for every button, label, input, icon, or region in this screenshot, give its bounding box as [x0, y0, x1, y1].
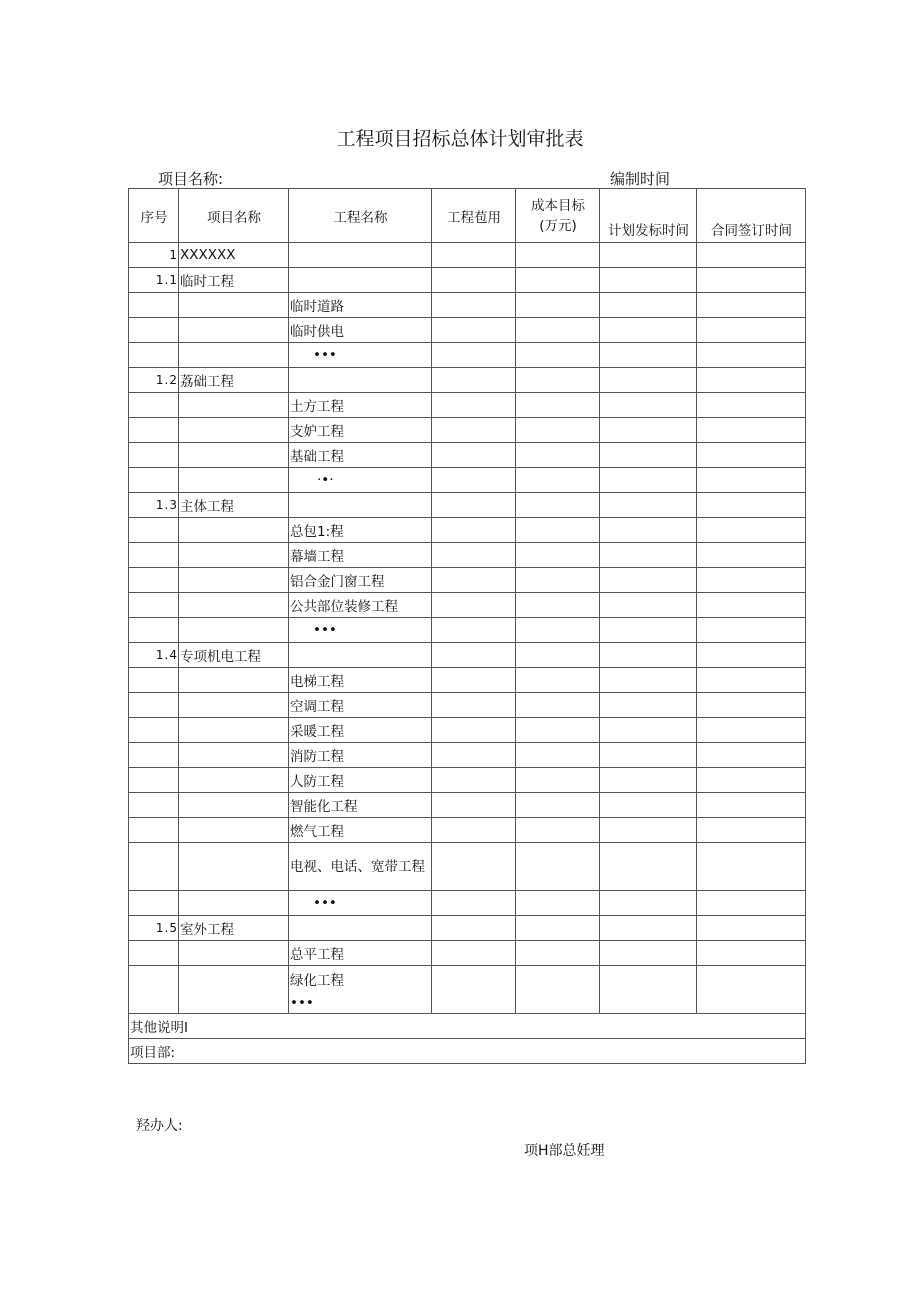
table-row	[129, 418, 806, 443]
row-work: 总包1:程	[289, 518, 432, 543]
table-row	[129, 318, 806, 343]
row-item	[179, 966, 289, 1014]
row-work: 采暖工程	[289, 718, 432, 743]
row-work: 燃气工程	[289, 818, 432, 843]
row-work-cell	[289, 966, 432, 1014]
row-item	[179, 543, 289, 568]
row-no	[129, 891, 179, 916]
row-item	[179, 793, 289, 818]
row-no	[129, 318, 179, 343]
row-item: 临时工程	[179, 268, 289, 293]
row-work: •••	[289, 891, 432, 916]
row-no	[129, 941, 179, 966]
row-item	[179, 941, 289, 966]
row-no	[129, 843, 179, 891]
row-item	[179, 618, 289, 643]
row-item: 室外工程	[179, 916, 289, 941]
row-work: 铝合金门窗工程	[289, 568, 432, 593]
manager-label: 项H部总妊理	[524, 1143, 605, 1159]
table-row	[129, 243, 806, 268]
table-row	[129, 518, 806, 543]
table-row	[129, 843, 806, 891]
row-item	[179, 568, 289, 593]
row-no: 1.4	[129, 643, 179, 668]
table-row	[129, 443, 806, 468]
dept-row	[129, 1039, 806, 1064]
row-item	[179, 343, 289, 368]
row-work: 幕墙工程	[289, 543, 432, 568]
table-row	[129, 293, 806, 318]
row-no	[129, 543, 179, 568]
row-work: •••	[289, 343, 432, 368]
table-row	[129, 643, 806, 668]
row-no	[129, 768, 179, 793]
table-row	[129, 368, 806, 393]
row-work: 空调工程	[289, 693, 432, 718]
row-item	[179, 518, 289, 543]
col-header-work: 工程名称	[289, 189, 432, 243]
row-no: 1.3	[129, 493, 179, 518]
row-no	[129, 743, 179, 768]
row-work-ellipsis: •••	[290, 994, 314, 1011]
row-item	[179, 293, 289, 318]
project-name-label: 项目名称:	[158, 170, 224, 188]
row-work: 临时道路	[289, 293, 432, 318]
table-row	[129, 343, 806, 368]
row-no	[129, 418, 179, 443]
row-no: 1.5	[129, 916, 179, 941]
table-row	[129, 593, 806, 618]
table-row	[129, 693, 806, 718]
notes-row	[129, 1014, 806, 1039]
row-work: 支妒工程	[289, 418, 432, 443]
row-work: ·•·	[289, 468, 432, 493]
row-work: 消防工程	[289, 743, 432, 768]
row-no	[129, 443, 179, 468]
table-row	[129, 268, 806, 293]
col-header-cost-scope: 工程苞用	[432, 189, 516, 243]
row-item	[179, 418, 289, 443]
row-no	[129, 518, 179, 543]
row-work: 临时供电	[289, 318, 432, 343]
row-no	[129, 393, 179, 418]
table-header-row	[129, 189, 806, 243]
row-no	[129, 718, 179, 743]
row-item	[179, 768, 289, 793]
row-item	[179, 443, 289, 468]
col-header-item: 项目名称	[179, 189, 289, 243]
row-work: 电视、电话、宽带工程	[290, 858, 425, 875]
row-work: 土方工程	[289, 393, 432, 418]
cost-target-line1: 成本目标	[531, 197, 585, 214]
row-work: 电梯工程	[289, 668, 432, 693]
table-row	[129, 618, 806, 643]
row-work	[289, 268, 432, 293]
table-row	[129, 818, 806, 843]
row-item	[179, 393, 289, 418]
table-row	[129, 941, 806, 966]
row-item	[179, 718, 289, 743]
table-row	[129, 966, 806, 1014]
row-no	[129, 693, 179, 718]
row-item: XXXXXX	[179, 243, 289, 268]
row-no: 1	[129, 243, 179, 268]
handler-label: 羟办人:	[136, 1118, 183, 1134]
row-work	[289, 643, 432, 668]
row-no	[129, 593, 179, 618]
table-row	[129, 793, 806, 818]
row-no	[129, 818, 179, 843]
row-no: 1.1	[129, 268, 179, 293]
table-row	[129, 568, 806, 593]
row-no	[129, 793, 179, 818]
compile-time-label: 编制时间	[610, 170, 671, 188]
row-item: 主体工程	[179, 493, 289, 518]
row-no	[129, 618, 179, 643]
table-row	[129, 916, 806, 941]
row-no	[129, 966, 179, 1014]
row-work	[289, 916, 432, 941]
page-title: 工程项目招标总体计划审批表	[336, 128, 584, 150]
plan-table	[128, 188, 806, 1064]
row-item	[179, 593, 289, 618]
row-item	[179, 843, 289, 891]
row-no	[129, 668, 179, 693]
dept-label: 项目部:	[129, 1039, 806, 1064]
table-row	[129, 718, 806, 743]
row-no	[129, 568, 179, 593]
table-row	[129, 543, 806, 568]
row-no	[129, 343, 179, 368]
row-item	[179, 318, 289, 343]
cost-target-line2: (万元)	[539, 217, 577, 234]
table-row	[129, 493, 806, 518]
col-header-contract-time: 合同签订时间	[697, 189, 806, 243]
table-row	[129, 668, 806, 693]
row-no	[129, 468, 179, 493]
table-row	[129, 743, 806, 768]
row-no	[129, 293, 179, 318]
table-row	[129, 468, 806, 493]
row-item	[179, 468, 289, 493]
row-item	[179, 668, 289, 693]
notes-label: 其他说明I	[129, 1014, 806, 1039]
row-work	[289, 368, 432, 393]
row-item	[179, 891, 289, 916]
row-work: 人防工程	[289, 768, 432, 793]
row-work: •••	[289, 618, 432, 643]
row-item	[179, 743, 289, 768]
row-no: 1.2	[129, 368, 179, 393]
row-work: 公共部位装修工程	[289, 593, 432, 618]
row-work-cell	[289, 843, 432, 891]
col-header-bid-time: 计划发标时间	[600, 189, 697, 243]
table-row	[129, 393, 806, 418]
row-item	[179, 818, 289, 843]
table-row	[129, 768, 806, 793]
row-work	[289, 243, 432, 268]
col-header-no: 序号	[129, 189, 179, 243]
table-row	[129, 891, 806, 916]
row-work: 智能化工程	[289, 793, 432, 818]
col-header-cost-target	[516, 189, 600, 243]
row-work: 总平工程	[289, 941, 432, 966]
row-work	[289, 493, 432, 518]
row-work: 绿化工程	[290, 972, 344, 989]
row-item: 荔础工程	[179, 368, 289, 393]
row-item: 专项机电工程	[179, 643, 289, 668]
row-work: 基础工程	[289, 443, 432, 468]
row-item	[179, 693, 289, 718]
